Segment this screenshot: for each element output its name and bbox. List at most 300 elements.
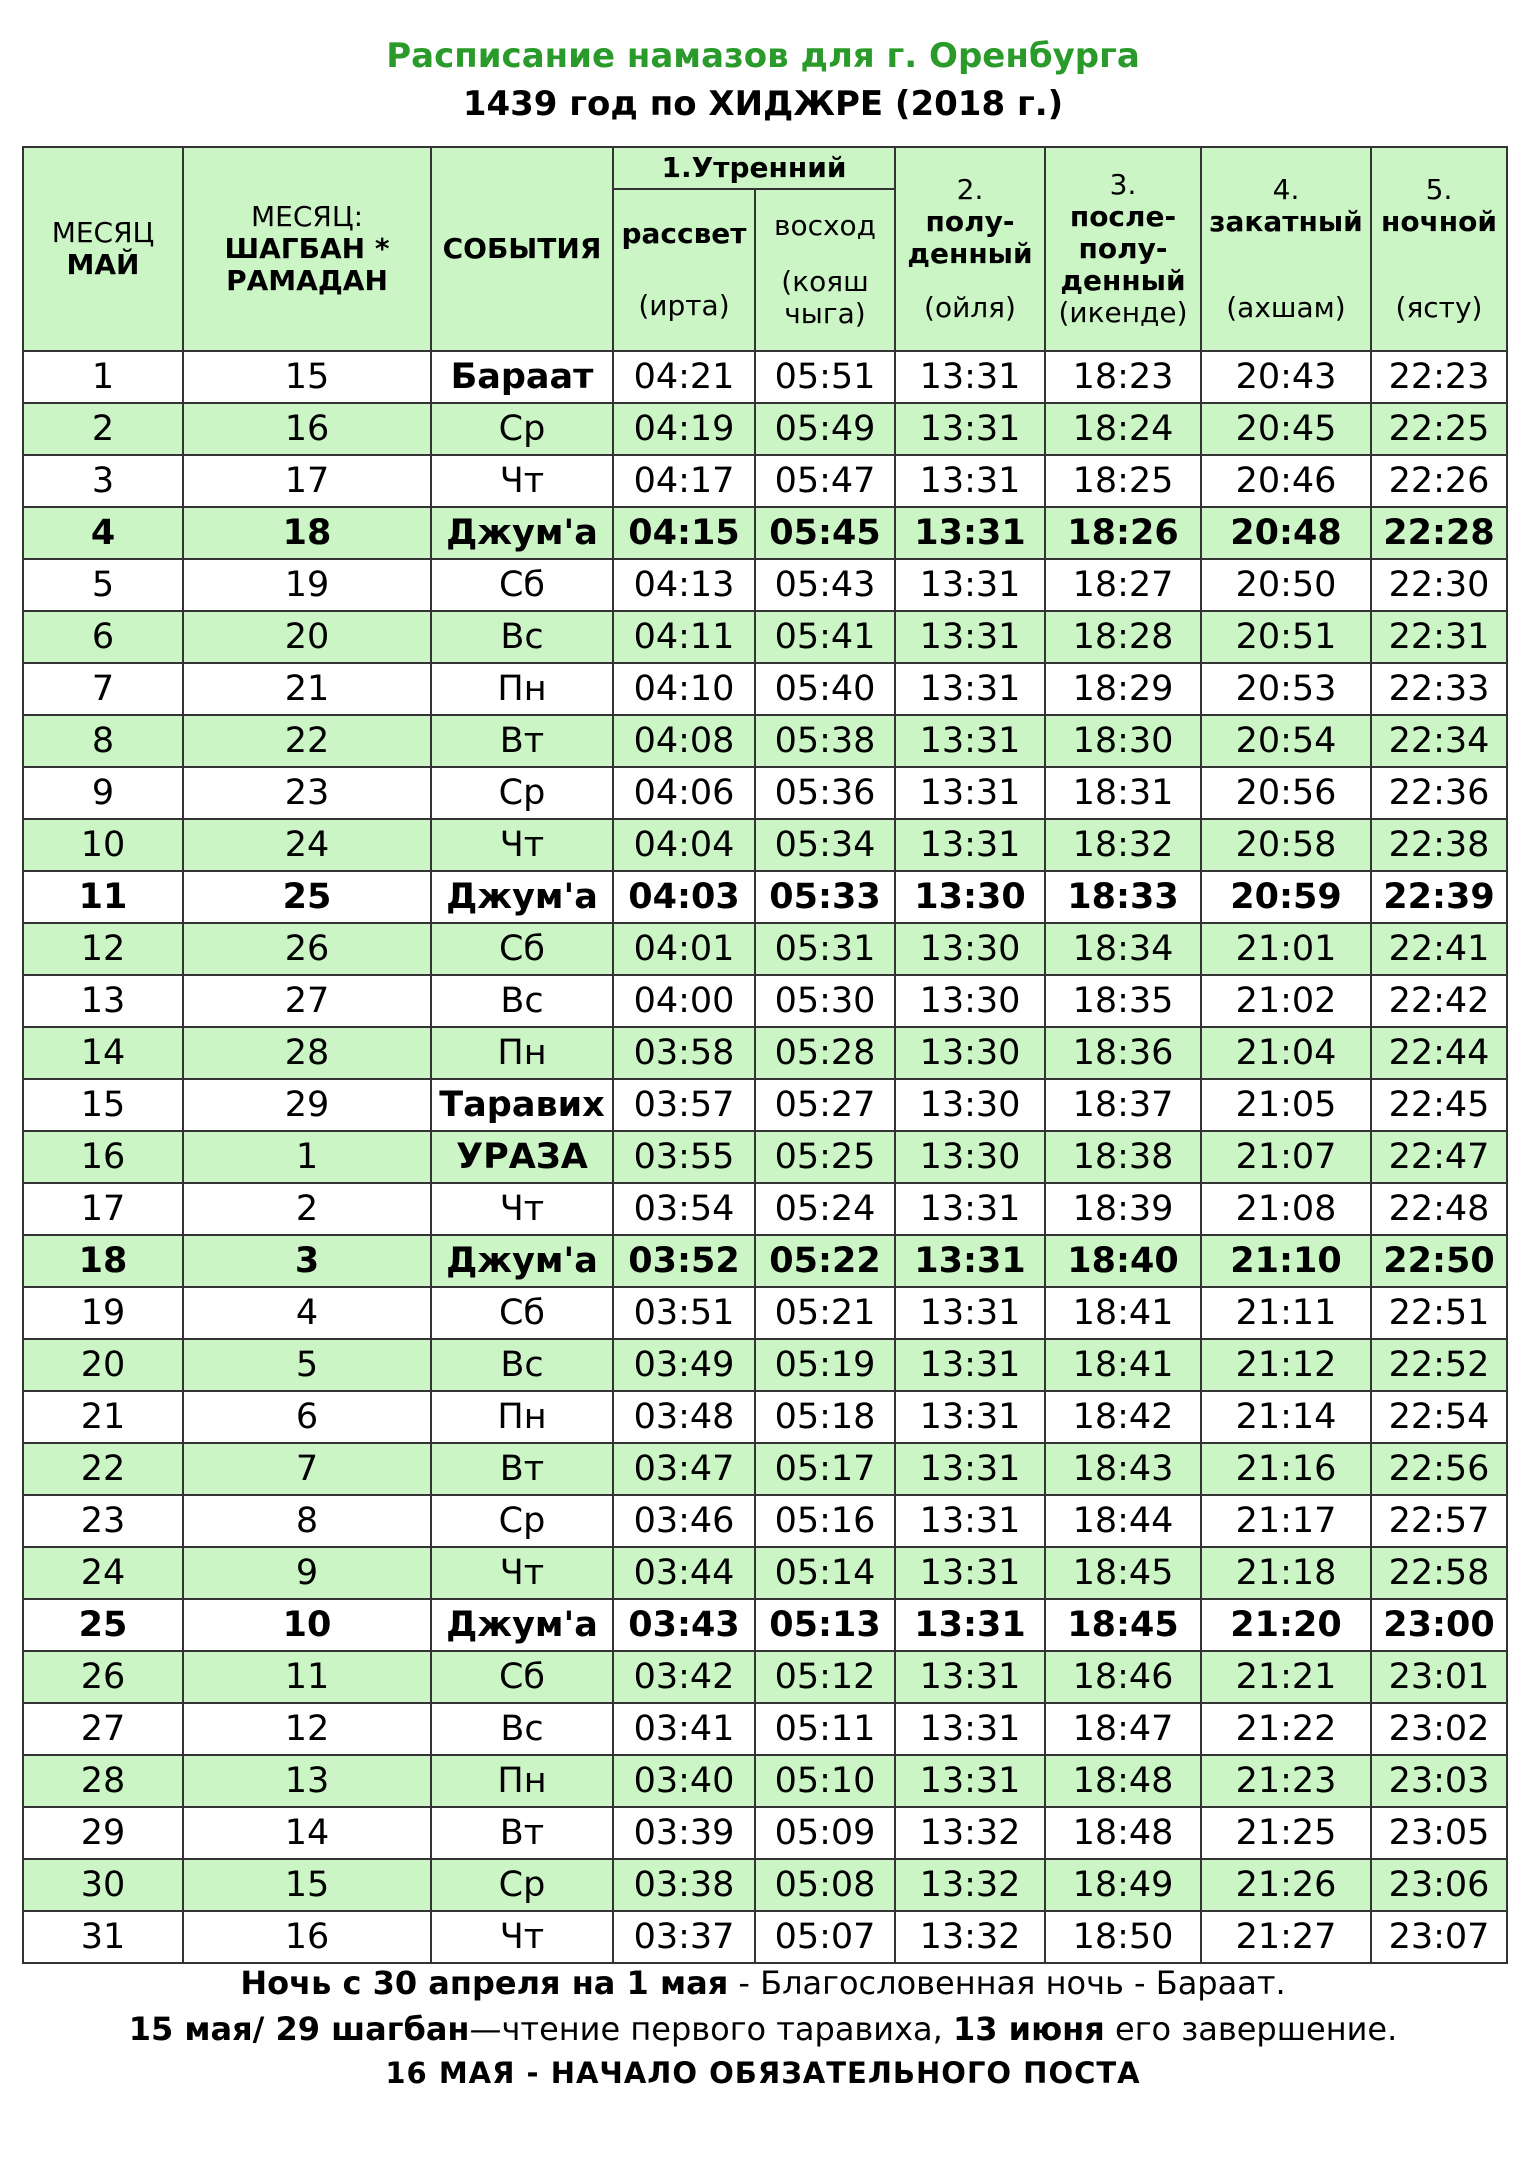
time-cell: 05:11	[755, 1703, 895, 1755]
day-cell: 2	[23, 403, 183, 455]
time-cell: 13:30	[895, 871, 1045, 923]
table-row	[23, 1235, 1507, 1287]
day-cell: 31	[23, 1911, 183, 1963]
time-cell: 13:31	[895, 559, 1045, 611]
header-month	[23, 147, 183, 351]
time-cell: 13:31	[895, 1651, 1045, 1703]
time-cell: 05:08	[755, 1859, 895, 1911]
time-cell: 18:25	[1045, 455, 1201, 507]
day-cell: 28	[23, 1755, 183, 1807]
table-row	[23, 1807, 1507, 1859]
time-cell: 18:40	[1045, 1235, 1201, 1287]
day-cell: 4	[23, 507, 183, 559]
event-cell: Сб	[431, 559, 613, 611]
event-cell: Чт	[431, 1911, 613, 1963]
table-row	[23, 1703, 1507, 1755]
event-cell: Таравих	[431, 1079, 613, 1131]
time-cell: 13:31	[895, 1443, 1045, 1495]
event-cell: Вт	[431, 1807, 613, 1859]
time-cell: 22:54	[1371, 1391, 1507, 1443]
hijri-day-cell: 29	[183, 1079, 431, 1131]
time-cell: 13:30	[895, 1079, 1045, 1131]
time-cell: 13:30	[895, 975, 1045, 1027]
table-row	[23, 1859, 1507, 1911]
time-cell: 13:31	[895, 1183, 1045, 1235]
time-cell: 21:01	[1201, 923, 1371, 975]
header-sunset: 4. закатный (ахшам)	[1201, 147, 1371, 351]
time-cell: 13:31	[895, 1495, 1045, 1547]
event-cell: Джум'а	[431, 1599, 613, 1651]
time-cell: 05:31	[755, 923, 895, 975]
event-cell: Вс	[431, 1703, 613, 1755]
time-cell: 22:56	[1371, 1443, 1507, 1495]
day-cell: 10	[23, 819, 183, 871]
time-cell: 05:21	[755, 1287, 895, 1339]
prayer-schedule-table	[22, 146, 1508, 1964]
header-sunrise: восход (кояш чыга)	[755, 189, 895, 351]
table-row	[23, 1651, 1507, 1703]
event-cell: Чт	[431, 819, 613, 871]
hijri-day-cell: 6	[183, 1391, 431, 1443]
table-row	[23, 871, 1507, 923]
hijri-day-cell: 14	[183, 1807, 431, 1859]
day-cell: 1	[23, 351, 183, 403]
event-cell: Сб	[431, 1287, 613, 1339]
table-row	[23, 403, 1507, 455]
day-cell: 24	[23, 1547, 183, 1599]
header-noon: 2. полу- денный (ойля)	[895, 147, 1045, 351]
hijri-day-cell: 21	[183, 663, 431, 715]
day-cell: 25	[23, 1599, 183, 1651]
time-cell: 05:07	[755, 1911, 895, 1963]
day-cell: 12	[23, 923, 183, 975]
time-cell: 22:23	[1371, 351, 1507, 403]
time-cell: 03:46	[613, 1495, 755, 1547]
time-cell: 21:07	[1201, 1131, 1371, 1183]
header-night: 5. ночной (ясту)	[1371, 147, 1507, 351]
table-row	[23, 1131, 1507, 1183]
time-cell: 18:37	[1045, 1079, 1201, 1131]
time-cell: 13:30	[895, 923, 1045, 975]
time-cell: 18:33	[1045, 871, 1201, 923]
time-cell: 23:03	[1371, 1755, 1507, 1807]
day-cell: 15	[23, 1079, 183, 1131]
table-row	[23, 1495, 1507, 1547]
day-cell: 20	[23, 1339, 183, 1391]
header-hijri-month: МЕСЯЦ: ШАГБАН * РАМАДАН	[183, 147, 431, 351]
time-cell: 23:07	[1371, 1911, 1507, 1963]
time-cell: 22:26	[1371, 455, 1507, 507]
hijri-day-cell: 16	[183, 403, 431, 455]
time-cell: 23:06	[1371, 1859, 1507, 1911]
time-cell: 18:42	[1045, 1391, 1201, 1443]
time-cell: 23:05	[1371, 1807, 1507, 1859]
hijri-day-cell: 16	[183, 1911, 431, 1963]
time-cell: 18:30	[1045, 715, 1201, 767]
event-cell: Сб	[431, 1651, 613, 1703]
table-row	[23, 1339, 1507, 1391]
time-cell: 05:28	[755, 1027, 895, 1079]
footer-note-2: 15 мая/ 29 шагбан—чтение первого таравиха, 13 июня его завершение.	[128, 2010, 1398, 2048]
time-cell: 04:04	[613, 819, 755, 871]
hijri-day-cell: 15	[183, 351, 431, 403]
header-dawn: рассвет (ирта)	[613, 189, 755, 351]
time-cell: 04:19	[613, 403, 755, 455]
hijri-day-cell: 24	[183, 819, 431, 871]
table-row	[23, 1755, 1507, 1807]
event-cell: Вс	[431, 611, 613, 663]
event-cell: Пн	[431, 1391, 613, 1443]
time-cell: 04:17	[613, 455, 755, 507]
table-row	[23, 1287, 1507, 1339]
time-cell: 22:48	[1371, 1183, 1507, 1235]
time-cell: 21:17	[1201, 1495, 1371, 1547]
time-cell: 18:32	[1045, 819, 1201, 871]
time-cell: 20:59	[1201, 871, 1371, 923]
time-cell: 13:31	[895, 1235, 1045, 1287]
hijri-day-cell: 11	[183, 1651, 431, 1703]
time-cell: 05:49	[755, 403, 895, 455]
table-row	[23, 455, 1507, 507]
hijri-day-cell: 27	[183, 975, 431, 1027]
time-cell: 05:17	[755, 1443, 895, 1495]
time-cell: 03:47	[613, 1443, 755, 1495]
time-cell: 05:33	[755, 871, 895, 923]
time-cell: 21:16	[1201, 1443, 1371, 1495]
time-cell: 05:16	[755, 1495, 895, 1547]
time-cell: 13:31	[895, 1755, 1045, 1807]
time-cell: 13:31	[895, 455, 1045, 507]
time-cell: 22:36	[1371, 767, 1507, 819]
time-cell: 13:31	[895, 819, 1045, 871]
time-cell: 22:28	[1371, 507, 1507, 559]
event-cell: Ср	[431, 403, 613, 455]
hijri-day-cell: 17	[183, 455, 431, 507]
hijri-day-cell: 13	[183, 1755, 431, 1807]
time-cell: 18:49	[1045, 1859, 1201, 1911]
time-cell: 18:43	[1045, 1443, 1201, 1495]
day-cell: 23	[23, 1495, 183, 1547]
event-cell: Чт	[431, 1183, 613, 1235]
time-cell: 05:14	[755, 1547, 895, 1599]
hijri-day-cell: 22	[183, 715, 431, 767]
time-cell: 03:48	[613, 1391, 755, 1443]
time-cell: 21:08	[1201, 1183, 1371, 1235]
page-subtitle: 1439 год по ХИДЖРЕ (2018 г.)	[462, 84, 1064, 124]
table-row	[23, 559, 1507, 611]
time-cell: 22:50	[1371, 1235, 1507, 1287]
table-row	[23, 1443, 1507, 1495]
time-cell: 18:34	[1045, 923, 1201, 975]
time-cell: 05:34	[755, 819, 895, 871]
table-row	[23, 819, 1507, 871]
time-cell: 22:31	[1371, 611, 1507, 663]
table-row	[23, 1547, 1507, 1599]
event-cell: Вт	[431, 715, 613, 767]
time-cell: 03:38	[613, 1859, 755, 1911]
time-cell: 05:12	[755, 1651, 895, 1703]
table-row	[23, 767, 1507, 819]
time-cell: 05:13	[755, 1599, 895, 1651]
time-cell: 03:37	[613, 1911, 755, 1963]
time-cell: 13:31	[895, 1339, 1045, 1391]
day-cell: 21	[23, 1391, 183, 1443]
time-cell: 18:47	[1045, 1703, 1201, 1755]
time-cell: 18:36	[1045, 1027, 1201, 1079]
time-cell: 13:31	[895, 1547, 1045, 1599]
time-cell: 13:30	[895, 1131, 1045, 1183]
footer-note-1: Ночь с 30 апреля на 1 мая - Благословенная ночь - Бараат.	[240, 1964, 1286, 2002]
time-cell: 13:32	[895, 1859, 1045, 1911]
time-cell: 20:58	[1201, 819, 1371, 871]
header-month-label: МЕСЯЦ	[51, 216, 155, 249]
hijri-day-cell: 28	[183, 1027, 431, 1079]
header-events: СОБЫТИЯ	[431, 147, 613, 351]
time-cell: 05:45	[755, 507, 895, 559]
time-cell: 21:22	[1201, 1703, 1371, 1755]
time-cell: 22:45	[1371, 1079, 1507, 1131]
time-cell: 18:41	[1045, 1339, 1201, 1391]
time-cell: 22:41	[1371, 923, 1507, 975]
time-cell: 13:32	[895, 1911, 1045, 1963]
time-cell: 05:43	[755, 559, 895, 611]
time-cell: 13:30	[895, 1027, 1045, 1079]
day-cell: 27	[23, 1703, 183, 1755]
time-cell: 03:39	[613, 1807, 755, 1859]
header-afternoon: 3. после- полу- денный (икенде)	[1045, 147, 1201, 351]
hijri-day-cell: 12	[183, 1703, 431, 1755]
header-morning-group: 1.Утренний	[613, 147, 895, 189]
time-cell: 23:00	[1371, 1599, 1507, 1651]
time-cell: 21:20	[1201, 1599, 1371, 1651]
time-cell: 05:30	[755, 975, 895, 1027]
time-cell: 13:31	[895, 1391, 1045, 1443]
time-cell: 03:42	[613, 1651, 755, 1703]
time-cell: 03:51	[613, 1287, 755, 1339]
time-cell: 20:56	[1201, 767, 1371, 819]
time-cell: 18:28	[1045, 611, 1201, 663]
time-cell: 05:25	[755, 1131, 895, 1183]
time-cell: 13:31	[895, 1703, 1045, 1755]
header-month-name: МАЙ	[66, 248, 140, 281]
time-cell: 21:14	[1201, 1391, 1371, 1443]
hijri-day-cell: 23	[183, 767, 431, 819]
time-cell: 03:49	[613, 1339, 755, 1391]
time-cell: 18:48	[1045, 1755, 1201, 1807]
time-cell: 23:01	[1371, 1651, 1507, 1703]
time-cell: 05:41	[755, 611, 895, 663]
time-cell: 21:02	[1201, 975, 1371, 1027]
day-cell: 22	[23, 1443, 183, 1495]
time-cell: 18:26	[1045, 507, 1201, 559]
table-row	[23, 1391, 1507, 1443]
table-row	[23, 611, 1507, 663]
table-row	[23, 1183, 1507, 1235]
time-cell: 13:31	[895, 767, 1045, 819]
time-cell: 22:57	[1371, 1495, 1507, 1547]
time-cell: 05:51	[755, 351, 895, 403]
event-cell: Джум'а	[431, 507, 613, 559]
time-cell: 04:13	[613, 559, 755, 611]
time-cell: 21:25	[1201, 1807, 1371, 1859]
event-cell: Чт	[431, 455, 613, 507]
time-cell: 05:18	[755, 1391, 895, 1443]
table-row	[23, 1911, 1507, 1963]
time-cell: 05:27	[755, 1079, 895, 1131]
time-cell: 20:46	[1201, 455, 1371, 507]
time-cell: 22:30	[1371, 559, 1507, 611]
day-cell: 17	[23, 1183, 183, 1235]
table-row	[23, 923, 1507, 975]
footer-note-3: 16 МАЯ - НАЧАЛО ОБЯЗАТЕЛЬНОГО ПОСТА	[385, 2056, 1141, 2090]
time-cell: 22:39	[1371, 871, 1507, 923]
time-cell: 18:24	[1045, 403, 1201, 455]
time-cell: 20:43	[1201, 351, 1371, 403]
time-cell: 18:46	[1045, 1651, 1201, 1703]
table-row	[23, 975, 1507, 1027]
time-cell: 03:44	[613, 1547, 755, 1599]
time-cell: 04:10	[613, 663, 755, 715]
table-row	[23, 663, 1507, 715]
time-cell: 21:27	[1201, 1911, 1371, 1963]
time-cell: 22:38	[1371, 819, 1507, 871]
time-cell: 03:52	[613, 1235, 755, 1287]
time-cell: 03:58	[613, 1027, 755, 1079]
day-cell: 5	[23, 559, 183, 611]
time-cell: 21:11	[1201, 1287, 1371, 1339]
time-cell: 04:08	[613, 715, 755, 767]
time-cell: 20:54	[1201, 715, 1371, 767]
hijri-day-cell: 8	[183, 1495, 431, 1547]
time-cell: 04:01	[613, 923, 755, 975]
time-cell: 18:31	[1045, 767, 1201, 819]
time-cell: 20:51	[1201, 611, 1371, 663]
event-cell: УРАЗА	[431, 1131, 613, 1183]
hijri-day-cell: 26	[183, 923, 431, 975]
event-cell: Джум'а	[431, 1235, 613, 1287]
hijri-day-cell: 1	[183, 1131, 431, 1183]
time-cell: 21:05	[1201, 1079, 1371, 1131]
day-cell: 16	[23, 1131, 183, 1183]
time-cell: 04:21	[613, 351, 755, 403]
table-row	[23, 1027, 1507, 1079]
time-cell: 21:10	[1201, 1235, 1371, 1287]
time-cell: 05:22	[755, 1235, 895, 1287]
event-cell: Сб	[431, 923, 613, 975]
time-cell: 04:11	[613, 611, 755, 663]
event-cell: Бараат	[431, 351, 613, 403]
time-cell: 03:40	[613, 1755, 755, 1807]
time-cell: 22:25	[1371, 403, 1507, 455]
time-cell: 18:50	[1045, 1911, 1201, 1963]
time-cell: 03:57	[613, 1079, 755, 1131]
event-cell: Ср	[431, 1495, 613, 1547]
time-cell: 05:24	[755, 1183, 895, 1235]
time-cell: 13:31	[895, 403, 1045, 455]
time-cell: 18:23	[1045, 351, 1201, 403]
time-cell: 18:39	[1045, 1183, 1201, 1235]
event-cell: Пн	[431, 1027, 613, 1079]
table-row	[23, 351, 1507, 403]
table-row	[23, 507, 1507, 559]
event-cell: Пн	[431, 663, 613, 715]
day-cell: 30	[23, 1859, 183, 1911]
event-cell: Чт	[431, 1547, 613, 1599]
hijri-day-cell: 19	[183, 559, 431, 611]
time-cell: 22:58	[1371, 1547, 1507, 1599]
event-cell: Вт	[431, 1443, 613, 1495]
hijri-day-cell: 7	[183, 1443, 431, 1495]
time-cell: 13:31	[895, 351, 1045, 403]
table-row	[23, 1079, 1507, 1131]
time-cell: 20:50	[1201, 559, 1371, 611]
time-cell: 05:38	[755, 715, 895, 767]
time-cell: 22:44	[1371, 1027, 1507, 1079]
hijri-day-cell: 15	[183, 1859, 431, 1911]
time-cell: 03:41	[613, 1703, 755, 1755]
time-cell: 22:34	[1371, 715, 1507, 767]
event-cell: Пн	[431, 1755, 613, 1807]
day-cell: 7	[23, 663, 183, 715]
time-cell: 04:06	[613, 767, 755, 819]
time-cell: 13:31	[895, 1599, 1045, 1651]
day-cell: 26	[23, 1651, 183, 1703]
time-cell: 18:45	[1045, 1547, 1201, 1599]
time-cell: 22:52	[1371, 1339, 1507, 1391]
time-cell: 03:54	[613, 1183, 755, 1235]
time-cell: 18:38	[1045, 1131, 1201, 1183]
day-cell: 11	[23, 871, 183, 923]
time-cell: 13:31	[895, 1287, 1045, 1339]
time-cell: 04:15	[613, 507, 755, 559]
time-cell: 23:02	[1371, 1703, 1507, 1755]
time-cell: 13:32	[895, 1807, 1045, 1859]
time-cell: 04:00	[613, 975, 755, 1027]
hijri-day-cell: 3	[183, 1235, 431, 1287]
time-cell: 05:19	[755, 1339, 895, 1391]
time-cell: 21:21	[1201, 1651, 1371, 1703]
time-cell: 18:29	[1045, 663, 1201, 715]
time-cell: 13:31	[895, 611, 1045, 663]
day-cell: 6	[23, 611, 183, 663]
day-cell: 19	[23, 1287, 183, 1339]
day-cell: 9	[23, 767, 183, 819]
time-cell: 21:12	[1201, 1339, 1371, 1391]
event-cell: Ср	[431, 1859, 613, 1911]
time-cell: 18:27	[1045, 559, 1201, 611]
time-cell: 22:47	[1371, 1131, 1507, 1183]
time-cell: 22:33	[1371, 663, 1507, 715]
day-cell: 13	[23, 975, 183, 1027]
event-cell: Вс	[431, 1339, 613, 1391]
hijri-day-cell: 5	[183, 1339, 431, 1391]
time-cell: 20:45	[1201, 403, 1371, 455]
time-cell: 18:48	[1045, 1807, 1201, 1859]
time-cell: 13:31	[895, 507, 1045, 559]
day-cell: 14	[23, 1027, 183, 1079]
event-cell: Вс	[431, 975, 613, 1027]
time-cell: 18:45	[1045, 1599, 1201, 1651]
time-cell: 18:41	[1045, 1287, 1201, 1339]
time-cell: 21:18	[1201, 1547, 1371, 1599]
time-cell: 04:03	[613, 871, 755, 923]
day-cell: 18	[23, 1235, 183, 1287]
hijri-day-cell: 9	[183, 1547, 431, 1599]
table-row	[23, 715, 1507, 767]
time-cell: 05:40	[755, 663, 895, 715]
day-cell: 8	[23, 715, 183, 767]
time-cell: 05:09	[755, 1807, 895, 1859]
